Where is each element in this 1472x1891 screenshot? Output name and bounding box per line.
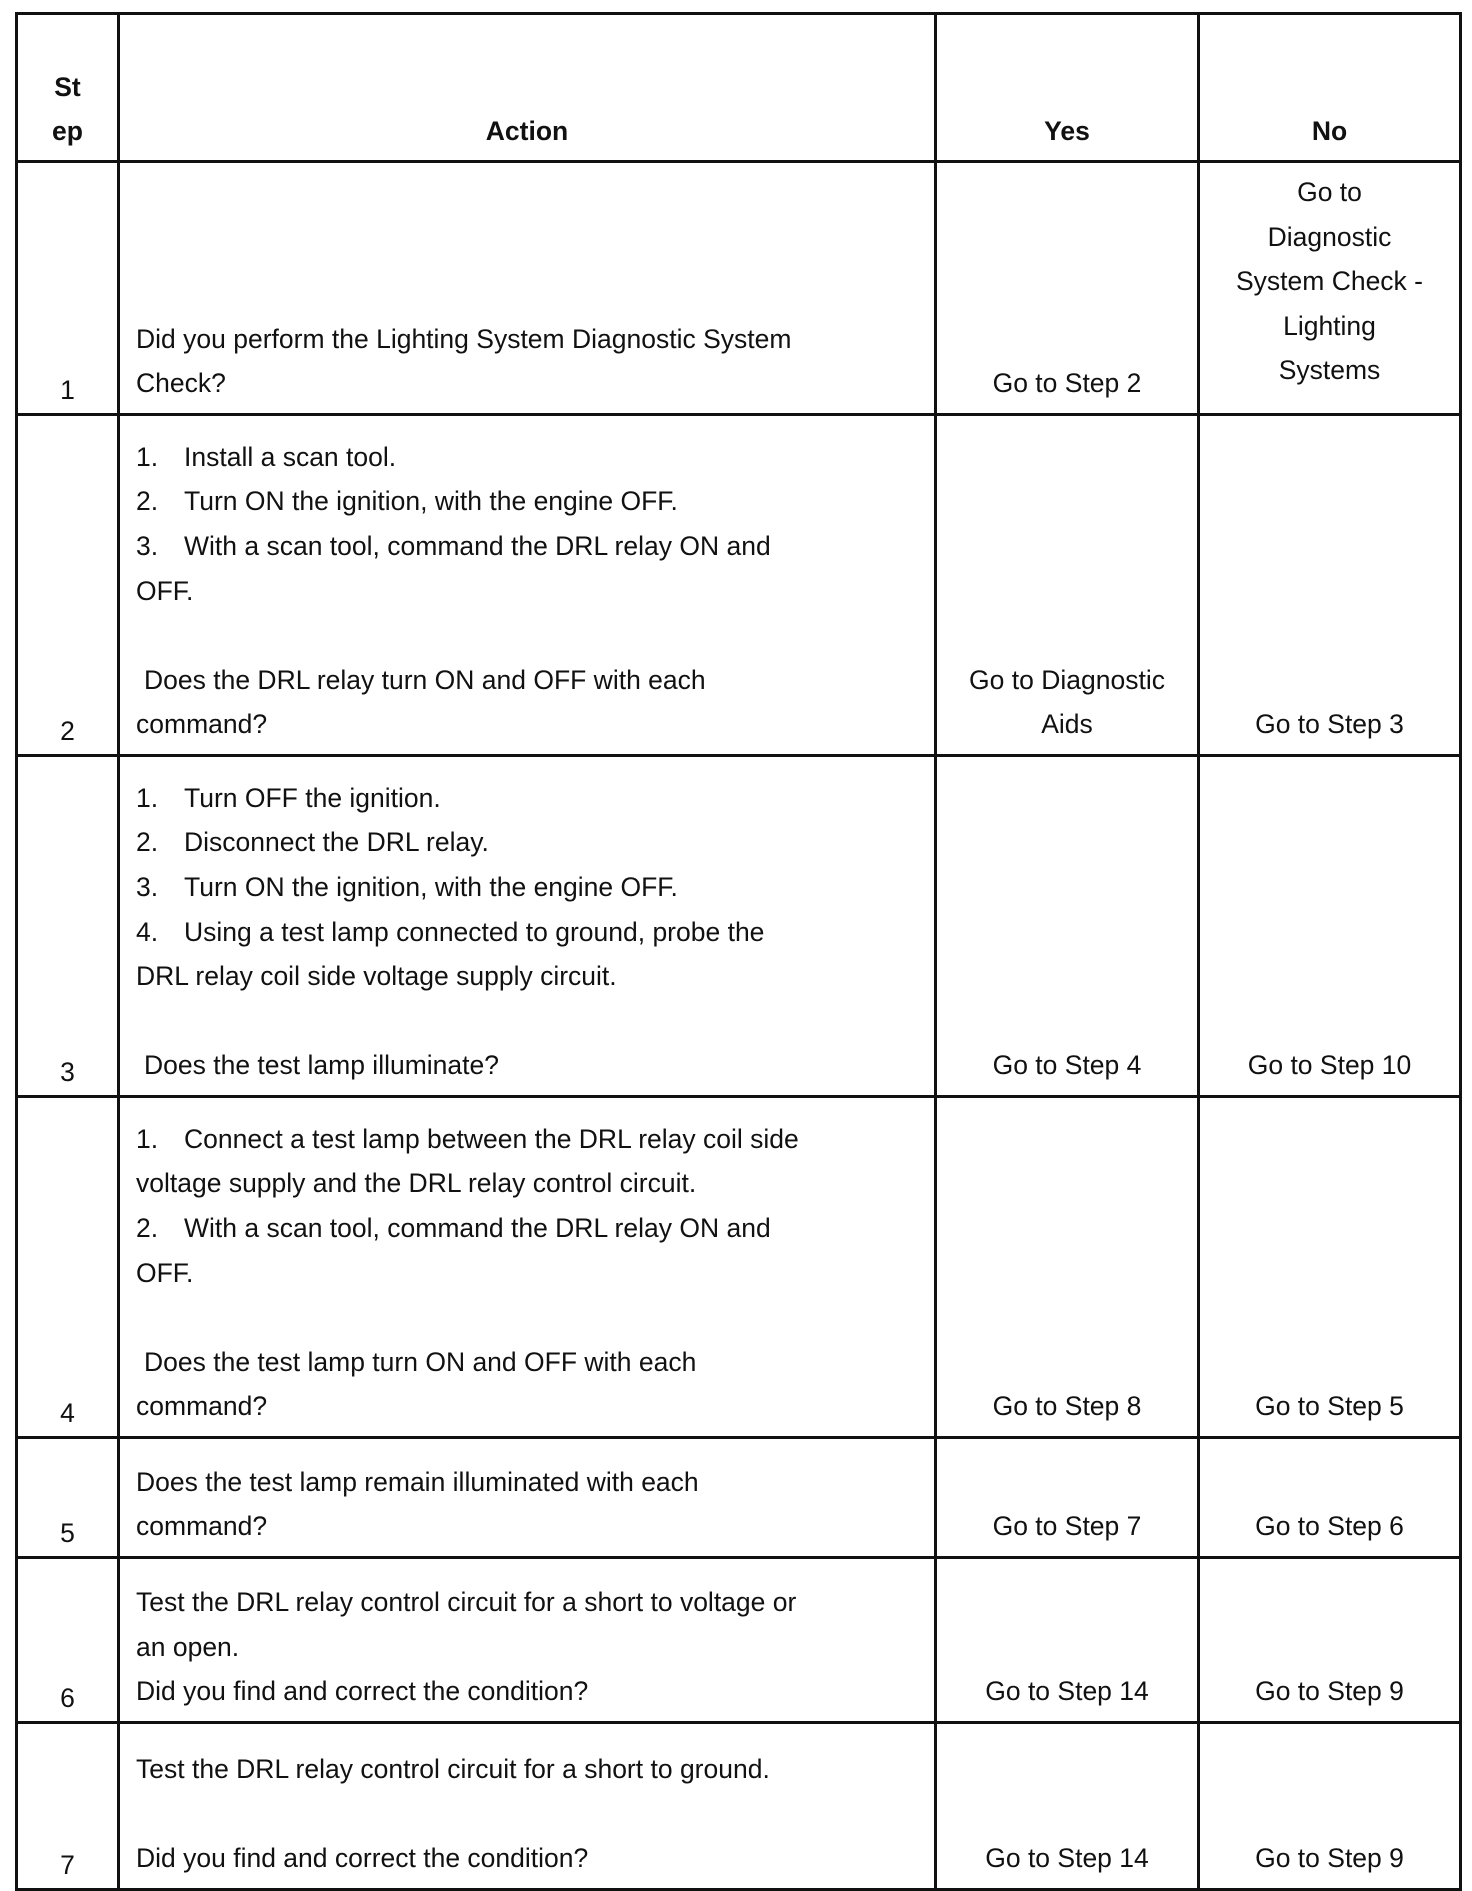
action-text: command? bbox=[136, 709, 268, 740]
yes-line: Go to Step 14 bbox=[985, 1843, 1149, 1874]
no-line: Go to Step 5 bbox=[1255, 1391, 1404, 1422]
no-line: Go to Step 6 bbox=[1255, 1511, 1404, 1542]
no-line: Go to Step 10 bbox=[1247, 1050, 1412, 1081]
table-row bbox=[17, 1558, 1461, 1723]
action-line bbox=[136, 820, 920, 865]
list-number: 1. bbox=[136, 441, 159, 472]
action-cell bbox=[119, 756, 936, 1097]
action-line bbox=[136, 1043, 920, 1088]
action-line bbox=[136, 317, 920, 362]
action-text: Install a scan tool. bbox=[184, 441, 397, 472]
step-number: 2 bbox=[17, 415, 119, 756]
no-cell bbox=[1199, 1723, 1461, 1890]
list-number: 1. bbox=[136, 1123, 159, 1154]
no-line: Go to Step 3 bbox=[1255, 709, 1404, 740]
action-text: Test the DRL relay control circuit for a short to ground. bbox=[136, 1754, 770, 1785]
action-text: command? bbox=[136, 1511, 268, 1542]
header-step-line: St bbox=[54, 71, 81, 102]
action-text: Does the test lamp remain illuminated with each bbox=[136, 1466, 699, 1497]
no-cell bbox=[1199, 1438, 1461, 1558]
action-line bbox=[136, 435, 920, 480]
action-line bbox=[136, 1340, 920, 1385]
no-line: Go to Step 9 bbox=[1255, 1676, 1404, 1707]
yes-line: Go to Step 4 bbox=[992, 1050, 1142, 1081]
no-line: Go to Step 9 bbox=[1255, 1843, 1404, 1874]
line-gap bbox=[136, 999, 920, 1044]
yes-line: Go to Diagnostic bbox=[969, 664, 1165, 695]
yes-cell bbox=[936, 1558, 1199, 1723]
yes-cell bbox=[936, 756, 1199, 1097]
action-text: Using a test lamp connected to ground, probe the bbox=[184, 916, 765, 947]
line-gap bbox=[136, 1295, 920, 1340]
action-text: voltage supply and the DRL relay control circuit. bbox=[136, 1168, 697, 1199]
action-cell bbox=[119, 1558, 936, 1723]
table-row bbox=[17, 162, 1461, 415]
action-cell bbox=[119, 162, 936, 415]
action-line bbox=[136, 1580, 920, 1625]
yes-cell bbox=[936, 1723, 1199, 1890]
action-line bbox=[136, 524, 920, 569]
yes-line: Go to Step 7 bbox=[992, 1511, 1142, 1542]
action-text: command? bbox=[136, 1391, 268, 1422]
step-number: 7 bbox=[17, 1723, 119, 1890]
action-text: an open. bbox=[136, 1631, 240, 1662]
list-number: 3. bbox=[136, 872, 159, 903]
table-row bbox=[17, 756, 1461, 1097]
action-text: Check? bbox=[136, 368, 226, 399]
no-line: System Check - bbox=[1235, 266, 1423, 297]
list-number: 2. bbox=[136, 827, 159, 858]
table-row bbox=[17, 1438, 1461, 1558]
action-line bbox=[136, 658, 920, 703]
action-text: Did you find and correct the condition? bbox=[136, 1676, 589, 1707]
no-cell bbox=[1199, 162, 1461, 415]
yes-cell bbox=[936, 415, 1199, 756]
action-line bbox=[136, 1251, 920, 1296]
step-number: 1 bbox=[17, 162, 119, 415]
action-cell bbox=[119, 415, 936, 756]
header-step-line: ep bbox=[52, 116, 83, 147]
action-text: With a scan tool, command the DRL relay ON and bbox=[184, 1213, 771, 1244]
action-text: DRL relay coil side voltage supply circuit. bbox=[136, 961, 617, 992]
action-text: Turn OFF the ignition. bbox=[184, 782, 441, 813]
list-number: 4. bbox=[136, 916, 159, 947]
yes-line: Aids bbox=[1041, 709, 1093, 740]
yes-cell bbox=[936, 162, 1199, 415]
no-cell bbox=[1199, 415, 1461, 756]
header-no: No bbox=[1199, 14, 1461, 162]
action-line bbox=[136, 1384, 920, 1429]
table-row bbox=[17, 1097, 1461, 1438]
action-line bbox=[136, 1206, 920, 1251]
table-row bbox=[17, 415, 1461, 756]
step-number: 6 bbox=[17, 1558, 119, 1723]
action-line bbox=[136, 1161, 920, 1206]
action-text: Does the test lamp illuminate? bbox=[144, 1050, 499, 1081]
action-line bbox=[136, 1625, 920, 1670]
list-number: 3. bbox=[136, 531, 159, 562]
action-line bbox=[136, 1747, 920, 1792]
action-text: OFF. bbox=[136, 575, 194, 606]
action-line bbox=[136, 954, 920, 999]
action-line bbox=[136, 361, 920, 406]
table-row bbox=[17, 1723, 1461, 1890]
diagnostic-table bbox=[15, 12, 1462, 1891]
no-cell bbox=[1199, 1558, 1461, 1723]
no-line: Systems bbox=[1278, 355, 1381, 386]
line-gap bbox=[136, 613, 920, 658]
action-line bbox=[136, 910, 920, 955]
action-cell bbox=[119, 1723, 936, 1890]
action-line bbox=[136, 1669, 920, 1714]
action-text: Test the DRL relay control circuit for a short to voltage or bbox=[136, 1587, 797, 1618]
line-gap bbox=[136, 1792, 920, 1837]
yes-cell bbox=[936, 1097, 1199, 1438]
step-number: 4 bbox=[17, 1097, 119, 1438]
action-text: With a scan tool, command the DRL relay ON and bbox=[184, 531, 771, 562]
list-number: 2. bbox=[136, 486, 159, 517]
action-text: Does the test lamp turn ON and OFF with each bbox=[144, 1346, 697, 1377]
header-step bbox=[17, 14, 119, 162]
no-line: Go to bbox=[1297, 177, 1362, 207]
action-text: Connect a test lamp between the DRL relay coil side bbox=[184, 1123, 799, 1154]
action-cell bbox=[119, 1438, 936, 1558]
action-line bbox=[136, 1504, 920, 1549]
action-line bbox=[136, 1460, 920, 1505]
list-number: 2. bbox=[136, 1213, 159, 1244]
header-row bbox=[17, 14, 1461, 162]
no-line: Diagnostic bbox=[1267, 221, 1392, 252]
action-text: Does the DRL relay turn ON and OFF with each bbox=[144, 664, 706, 695]
yes-line: Go to Step 8 bbox=[992, 1391, 1142, 1422]
yes-cell bbox=[936, 1438, 1199, 1558]
action-text: Did you find and correct the condition? bbox=[136, 1843, 589, 1874]
action-line bbox=[136, 865, 920, 910]
step-number: 3 bbox=[17, 756, 119, 1097]
action-line bbox=[136, 776, 920, 821]
yes-line: Go to Step 2 bbox=[992, 368, 1142, 399]
action-line bbox=[136, 569, 920, 614]
no-cell bbox=[1199, 756, 1461, 1097]
action-line bbox=[136, 702, 920, 747]
action-cell bbox=[119, 1097, 936, 1438]
header-yes: Yes bbox=[936, 14, 1199, 162]
action-line bbox=[136, 1836, 920, 1881]
action-text: Did you perform the Lighting System Diagnostic System bbox=[136, 323, 792, 354]
action-text: Disconnect the DRL relay. bbox=[184, 827, 489, 858]
action-line bbox=[136, 1117, 920, 1162]
no-line: Lighting bbox=[1283, 310, 1376, 341]
header-action: Action bbox=[119, 14, 936, 162]
yes-line: Go to Step 14 bbox=[985, 1676, 1149, 1707]
step-number: 5 bbox=[17, 1438, 119, 1558]
list-number: 1. bbox=[136, 782, 159, 813]
action-text: Turn ON the ignition, with the engine OFF. bbox=[184, 486, 678, 517]
action-text: OFF. bbox=[136, 1257, 194, 1288]
no-cell bbox=[1199, 1097, 1461, 1438]
action-text: Turn ON the ignition, with the engine OFF. bbox=[184, 872, 678, 903]
action-line bbox=[136, 479, 920, 524]
